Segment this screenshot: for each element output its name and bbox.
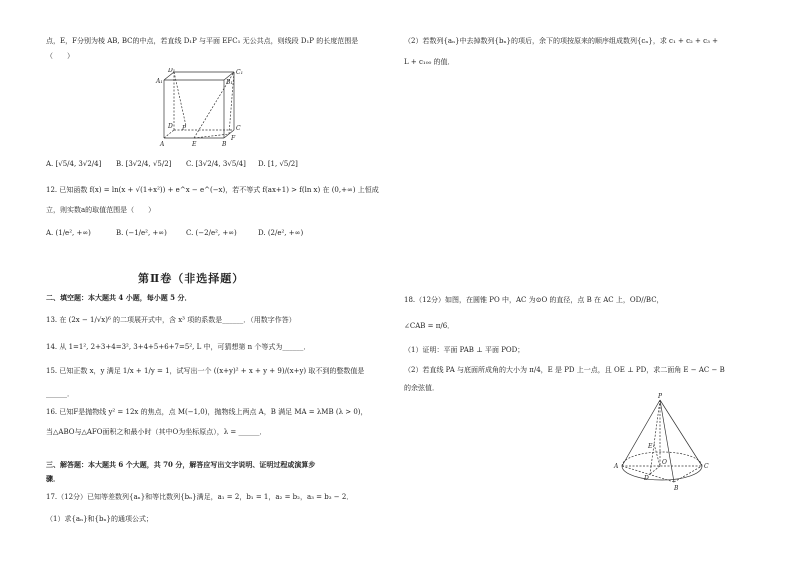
cube-figure bbox=[154, 68, 254, 150]
q14-text: 14. 从 1=1², 2+3+4=3², 3+4+5+6+7=5², L 中，可猜想第 n 个等式为______． bbox=[46, 343, 311, 351]
q11-option-d: D. [1, √5/2] bbox=[258, 160, 298, 168]
q11-text-line2: （ ） bbox=[46, 52, 74, 60]
label-B: B bbox=[222, 141, 227, 148]
label-O: O bbox=[662, 459, 667, 466]
q12-text-line2: 立，则实数a的取值范围是（ ） bbox=[46, 206, 156, 214]
label-B1: B₁ bbox=[226, 79, 233, 86]
q11-option-b: B. [3√2/4, √5/2] bbox=[116, 160, 172, 168]
q17-part2-line1: （2）若数列{aₙ}中去掉数列{bₙ}的项后，余下的项按原来的顺序组成数列{cₙ}，求 c₁ + c₂ + c₃ + bbox=[404, 37, 718, 45]
label-C: C bbox=[236, 125, 241, 132]
q15-text-line2: ______． bbox=[46, 390, 74, 398]
q18-part2-line2: 的余弦值． bbox=[404, 384, 439, 392]
q18-text-line1: 18.（12分）如图，在圆锥 PO 中，AC 为⊙O 的直径，点 B 在 AC 上，OD//BC， bbox=[404, 296, 664, 304]
label-P: P bbox=[658, 393, 663, 400]
cone-figure bbox=[612, 392, 716, 492]
label-A1: A₁ bbox=[156, 78, 163, 85]
q17-text: 17.（12分）已知等差数列{aₙ}和等比数列{bₙ}满足，a₁ = 2，b₁ = 1，a₂ = b₂，a₃ = b₃ − 2． bbox=[46, 493, 354, 501]
label-P: P bbox=[182, 125, 187, 132]
q16-text-line1: 16. 已知F是抛物线 y² = 12x 的焦点，点 M(−1,0)，抛物线上两点 A，B 满足 MA = λMB (λ > 0)， bbox=[46, 408, 368, 416]
label-B: B bbox=[674, 485, 679, 492]
q13-text: 13. 在 (2x − 1/√x)⁶ 的二项展开式中，含 x³ 项的系数是______．（用数字作答） bbox=[46, 316, 296, 324]
q11-option-a: A. [√5/4, 3√2/4] bbox=[46, 160, 102, 168]
q18-part2-line1: （2）若直线 PA 与底面所成角的大小为 π/4，E 是 PD 上一点，且 OE ⊥ PD，求二面角 E − AC − B bbox=[404, 366, 725, 374]
label-D: D bbox=[168, 123, 173, 130]
label-F: F bbox=[231, 135, 236, 142]
fill-blank-header: 二、填空题：本大题共 4 小题，每小题 5 分． bbox=[46, 293, 192, 302]
q12-option-a: A. (1/e², +∞) bbox=[46, 229, 91, 237]
label-C: C bbox=[704, 463, 709, 470]
part2-title: 第Ⅱ卷（非选择题） bbox=[138, 272, 245, 285]
q12-option-d: D. (2/e², +∞) bbox=[258, 229, 304, 237]
q18-part1: （1）证明：平面 PAB ⊥ 平面 POD； bbox=[404, 346, 525, 354]
q12-option-b: B. (−1/e², +∞) bbox=[116, 229, 167, 237]
label-A: A bbox=[614, 463, 619, 470]
q16-text-line2: 当△ABO与△AFO面积之和最小时（其中O为坐标原点），λ = ______． bbox=[46, 428, 267, 436]
q18-text-line2: ∠CAB = π/6． bbox=[404, 322, 455, 330]
label-E: E bbox=[192, 141, 197, 148]
q15-text-line1: 15. 已知正数 x，y 满足 1/x + 1/y = 1，试写出一个 ((x+y)² + x + y + 9)/(x+y) 取不到的整数值是 bbox=[46, 367, 365, 375]
q11-text-line1: 点，E，F分别为棱 AB, BC的中点，若直线 D₁P 与平面 EFC₁ 无公共点，则线段 D₁P 的长度范围是 bbox=[46, 37, 359, 45]
q12-option-c: C. (−2/e², +∞) bbox=[186, 229, 237, 237]
label-D1: D₁ bbox=[168, 68, 176, 74]
label-D: D bbox=[644, 475, 649, 482]
label-C1: C₁ bbox=[236, 69, 243, 76]
q12-text-line1: 12. 已知函数 f(x) = ln(x + √(1+x²)) + e^x − e^(−x)，若不等式 f(ax+1) > f(ln x) 在 (0,+∞) 上恒成 bbox=[46, 186, 379, 194]
label-E: E bbox=[648, 443, 653, 450]
label-A: A bbox=[160, 141, 165, 148]
q17-part2-line2: L + c₁₀₀ 的值． bbox=[404, 58, 455, 66]
q17-part1: （1）求{aₙ}和{bₙ}的通项公式； bbox=[46, 515, 153, 523]
solve-header-line2: 骤． bbox=[46, 474, 60, 483]
solve-header-line1: 三、解答题：本大题共 6 个大题，共 70 分，解答应写出文字说明、证明过程或演算步 bbox=[46, 460, 316, 469]
q11-option-c: C. [3√2/4, 3√5/4] bbox=[186, 160, 246, 168]
